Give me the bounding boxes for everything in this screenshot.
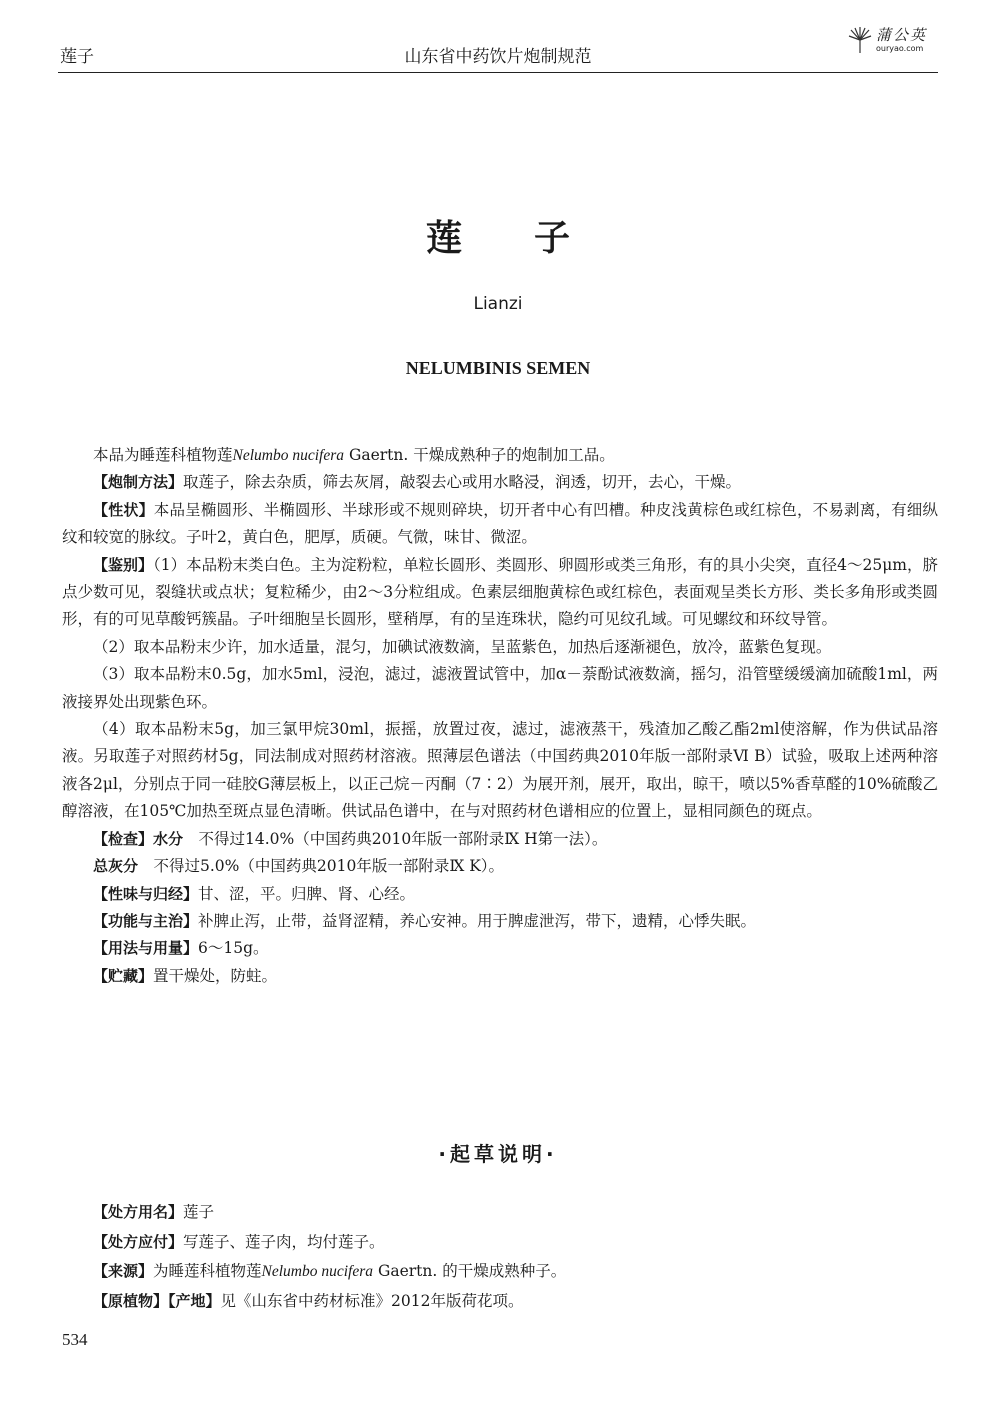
logo-name: 蒲公英	[876, 26, 928, 44]
note-source: 【来源】为睡莲科植物莲Nelumbo nucifera Gaertn. 的干燥成熟种子。	[93, 1262, 567, 1280]
identification-label: 【鉴别】	[93, 555, 154, 574]
page-number: 534	[62, 1330, 88, 1349]
note-source-label: 【来源】	[93, 1262, 154, 1280]
drafting-notes	[62, 1198, 938, 1316]
pinyin-name: Lianzi	[473, 294, 523, 314]
intro-paragraph: 本品为睡莲科植物莲Nelumbo nucifera Gaertn. 干燥成熟种子的炮制加工品。	[93, 446, 615, 464]
note-origin: 【原植物】【产地】见《山东省中药材标准》2012年版荷花项。	[93, 1291, 524, 1310]
nature-label: 【性味与归经】	[93, 884, 199, 903]
identification-paragraph-3: （3）取本品粉末0.5g，加水5ml，浸泡，滤过，滤液置试管中，加α－萘酚试液数滴，摇匀，沿管壁缓缓滴加硫酸1ml，两液接界处出现紫色环。	[62, 665, 938, 711]
function-paragraph: 【功能与主治】补脾止泻，止带，益肾涩精，养心安神。用于脾虚泄泻，带下，遗精，心悸失眠。	[93, 911, 757, 930]
character-paragraph: 【性状】本品呈椭圆形、半椭圆形、半球形或不规则碎块，切开者中心有凹槽。种皮浅黄棕色或红棕色，不易剥离，有细纵纹和较宽的脉纹。子叶2，黄白色，肥厚，质硬。气微，味甘、微涩。	[62, 500, 938, 547]
header-section-title: 莲子	[60, 47, 94, 67]
note-name: 【处方用名】莲子	[93, 1203, 215, 1221]
function-label: 【功能与主治】	[93, 911, 199, 930]
scientific-name: Nelumbo nucifera	[232, 447, 345, 464]
usage-label: 【用法与用量】	[93, 939, 199, 958]
inspection-ash-paragraph: 总灰分 不得过5.0%（中国药典2010年版一部附录Ⅸ K）。	[93, 857, 505, 876]
watermark-logo	[846, 24, 938, 64]
processing-paragraph: 【炮制方法】取莲子，除去杂质，筛去灰屑，敲裂去心或用水略浸，润透，切开，去心，干燥。	[93, 473, 742, 492]
drafting-notes-title: ·起草说明·	[438, 1142, 558, 1166]
usage-paragraph: 【用法与用量】6～15g。	[93, 939, 269, 958]
note-origin-label: 【产地】	[168, 1291, 221, 1310]
processing-label: 【炮制方法】	[93, 473, 184, 492]
note-plant-label: 【原植物】	[93, 1291, 169, 1310]
identification-paragraph-1: 【鉴别】（1）本品粉末类白色。主为淀粉粒，单粒长圆形、类圆形、卵圆形或类三角形，有的具小尖突，直径4～25μm，脐点少数可见，裂缝状或点状；复粒稀少，由2～3分粒组成。色素层细胞黄棕色或红棕色，表面观呈类长方形、类长多角形或类圆形，有的可见草酸钙簇晶。子叶细胞呈长圆形，壁稍厚，有的呈连珠状，隐约可见纹孔域。可见螺纹和环纹导管。	[62, 555, 938, 629]
monograph-body	[62, 442, 938, 990]
note-name-label: 【处方用名】	[93, 1203, 184, 1221]
ash-label: 总灰分	[93, 857, 139, 876]
storage-label: 【贮藏】	[93, 966, 154, 985]
identification-paragraph-4: （4）取本品粉末5g，加三氯甲烷30ml，振摇，放置过夜，滤过，滤液蒸干，残渣加乙酸乙酯2ml使溶解，作为供试品溶液。另取莲子对照药材5g，同法制成对照药材溶液。照薄层色谱法（中国药典2010年版一部附录Ⅵ B）试验，吸取上述两种溶液各2μl，分别点于同一硅胶G薄层板上，以正己烷－丙酮（7∶2）为展开剂，展开，取出，晾干，喷以5%香草醛的10%硫酸乙醇溶液，在105℃加热至斑点显色清晰。供试品色谱中，在与对照药材色谱相应的位置上，显相同颜色的斑点。	[62, 720, 938, 821]
character-label: 【性状】	[93, 500, 154, 519]
nature-paragraph: 【性味与归经】甘、涩，平。归脾、肾、心经。	[93, 884, 416, 903]
identification-paragraph-2: （2）取本品粉末少许，加水适量，混匀，加碘试液数滴，呈蓝紫色，加热后逐渐褪色，放冷，蓝紫色复现。	[93, 637, 832, 656]
logo-url: ouryao.com	[876, 44, 924, 53]
water-label: 水分	[153, 829, 184, 848]
page-header	[58, 28, 938, 73]
note-dispense: 【处方应付】写莲子、莲子肉，均付莲子。	[93, 1232, 385, 1251]
monograph-title: 莲子	[425, 218, 642, 259]
note-scientific-name: Nelumbo nucifera	[261, 1263, 374, 1280]
storage-paragraph: 【贮藏】置干燥处，防蛀。	[93, 966, 278, 985]
inspection-water-paragraph: 【检查】水分 不得过14.0%（中国药典2010年版一部附录Ⅸ H第一法）。	[93, 829, 608, 848]
note-dispense-label: 【处方应付】	[93, 1232, 184, 1251]
inspection-label: 【检查】	[93, 829, 154, 848]
dandelion-icon	[848, 26, 872, 54]
latin-name: NELUMBINIS SEMEN	[405, 358, 591, 378]
header-book-title: 山东省中药饮片炮制规范	[404, 47, 592, 67]
